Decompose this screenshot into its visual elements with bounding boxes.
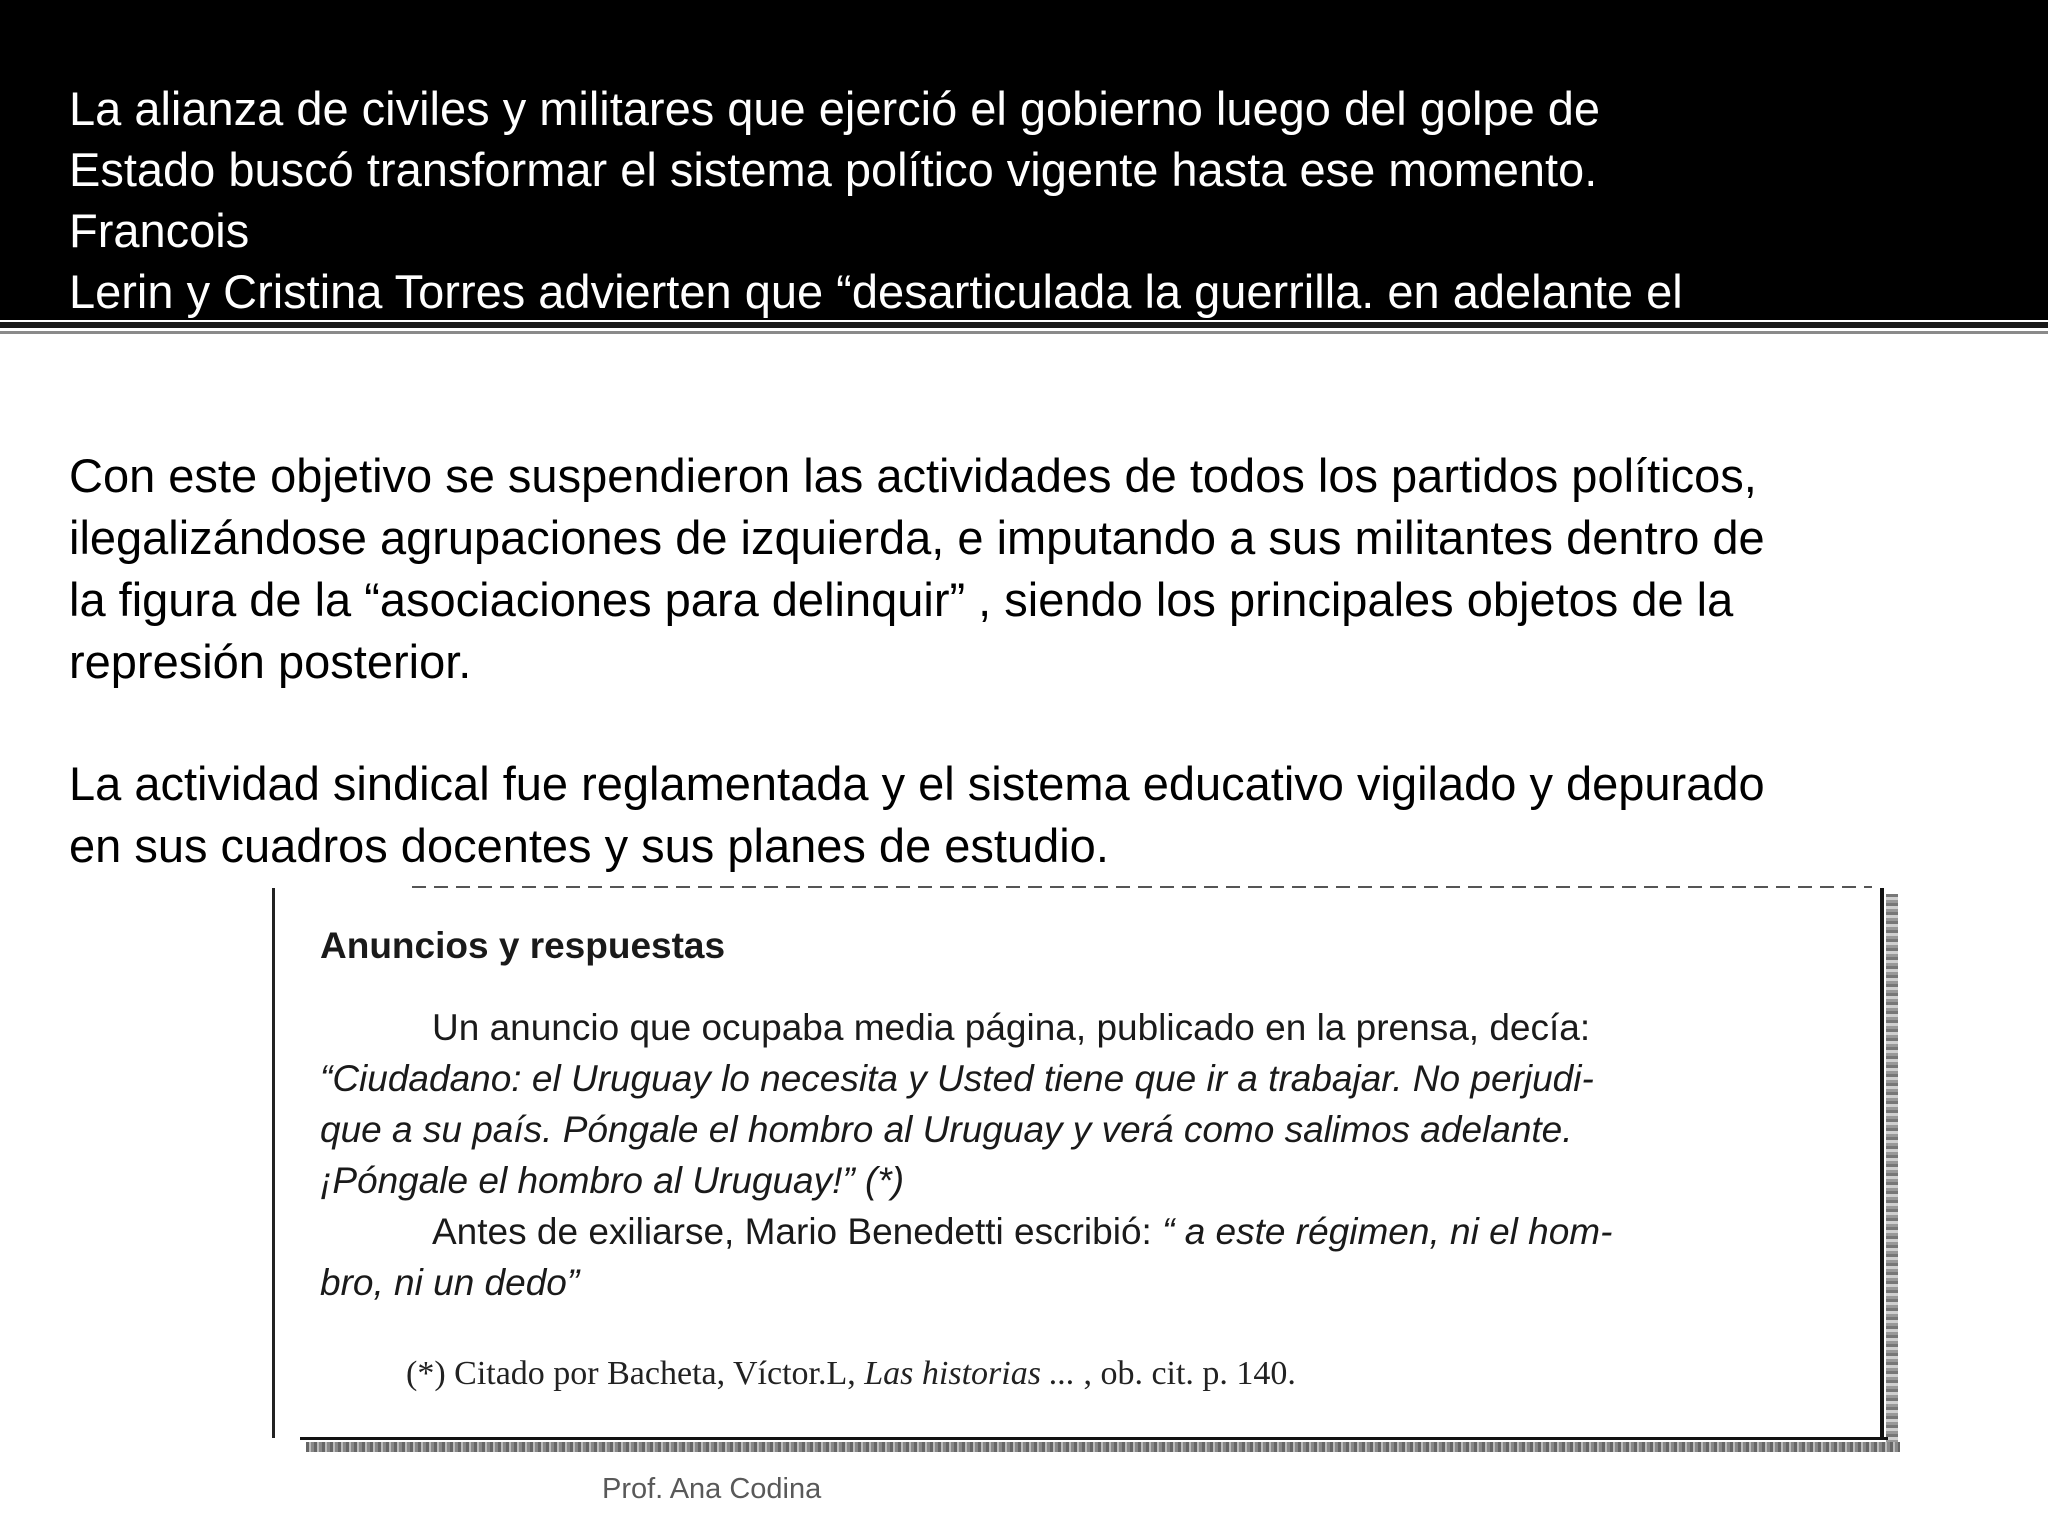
header-line: La alianza de civiles y militares que ejerció el gobierno luego del golpe de: [69, 82, 1601, 135]
scan-line: bro, ni un dedo”: [320, 1262, 580, 1303]
scan-shadow-right: [1886, 894, 1898, 1442]
scan-shadow-bottom: [306, 1442, 1900, 1452]
scan-line-quote: “ a este régimen, ni el hom-: [1162, 1211, 1613, 1252]
body-line: Con este objetivo se suspendieron las actividades de todos los partidos políticos,: [69, 449, 1757, 502]
header-divider-thin: [0, 331, 2048, 334]
scan-line: [320, 1206, 1840, 1257]
header-divider: [0, 322, 2048, 328]
scan-line: “Ciudadano: el Uruguay lo necesita y Usted tiene que ir a trabajar. No perjudi-: [320, 1058, 1594, 1099]
footer-author: Prof. Ana Codina: [602, 1473, 822, 1505]
scan-border-left: [272, 888, 275, 1438]
scan-border-right: [1880, 888, 1884, 1438]
scan-border-top: [412, 886, 1872, 888]
header-line: Lerin y Cristina Torres advierten que “desarticulada la guerrilla. en adelante el: [69, 265, 1683, 318]
body-line: la figura de la “asociaciones para delinquir” , siendo los principales objetos de la: [69, 573, 1734, 626]
header-text: [69, 78, 2009, 320]
scan-line-plain: Antes de exiliarse, Mario Benedetti escribió:: [432, 1211, 1163, 1252]
scan-line: ¡Póngale el hombro al Uruguay!” (*): [320, 1160, 905, 1201]
footnote-title: Las historias ...: [864, 1355, 1075, 1392]
body-paragraph-1: [69, 445, 2029, 693]
body-line: en sus cuadros docentes y sus planes de estudio.: [69, 819, 1109, 872]
scan-body: [320, 1002, 1840, 1308]
header-line: Estado buscó transformar el sistema político vigente hasta ese momento.: [69, 143, 1598, 196]
body-line: ilegalizándose agrupaciones de izquierda, e imputando a sus militantes dentro de: [69, 511, 1765, 564]
header-band: [0, 0, 2048, 320]
scan-line: que a su país. Póngale el hombro al Uruguay y verá como salimos adelante.: [320, 1109, 1573, 1150]
scan-line: Un anuncio que ocupaba media página, publicado en la prensa, decía:: [432, 1007, 1591, 1048]
scanned-excerpt: [272, 880, 1884, 1440]
body-paragraph-2: [69, 753, 2029, 877]
body-line: La actividad sindical fue reglamentada y el sistema educativo vigilado y depurado: [69, 757, 1765, 810]
header-line: Francois: [69, 204, 250, 257]
footnote-suffix: , ob. cit. p. 140.: [1074, 1355, 1296, 1392]
body-line: represión posterior.: [69, 635, 472, 688]
scan-footnote: [406, 1355, 1296, 1393]
footnote-prefix: (*) Citado por Bacheta, Víctor.L,: [406, 1355, 865, 1392]
scan-border-bottom: [300, 1437, 1888, 1440]
scan-title: Anuncios y respuestas: [320, 925, 726, 966]
